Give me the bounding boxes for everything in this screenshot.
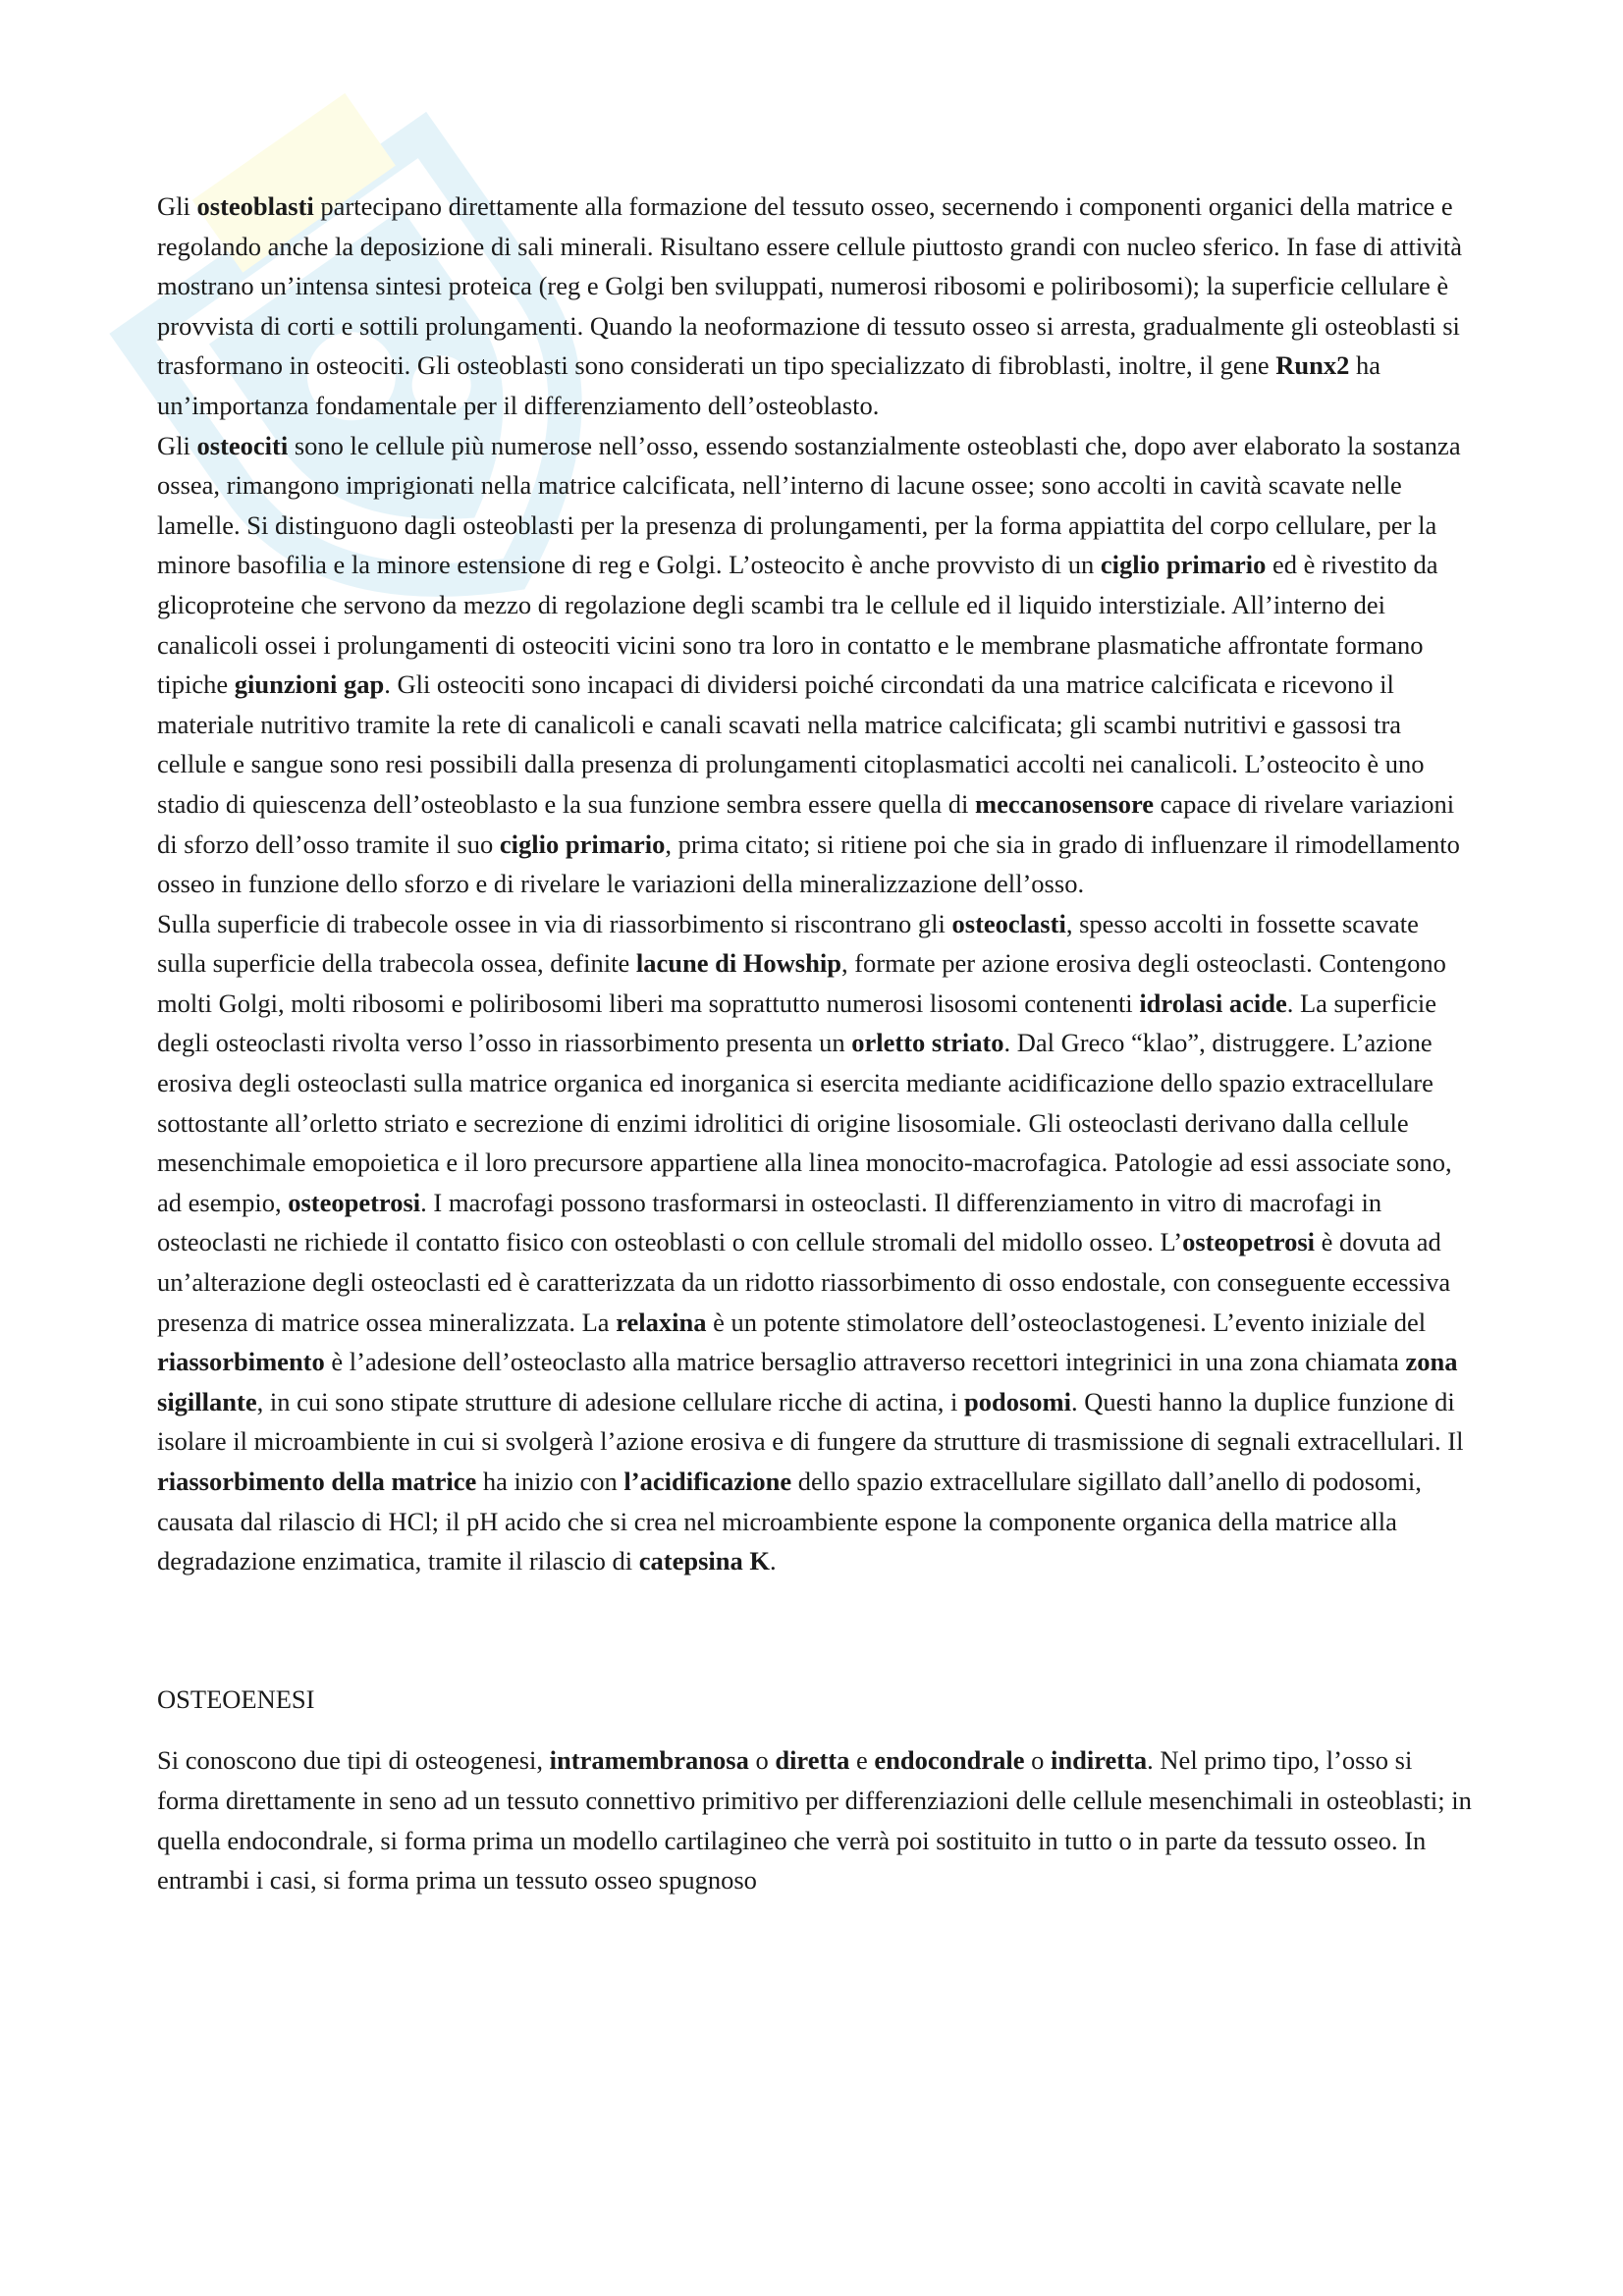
text-run: Gli xyxy=(157,191,197,221)
text-run: . La superficie degli osteoclasti rivolta verso l’osso in riassorbimento presenta un xyxy=(157,988,1437,1058)
section-heading: OSTEOENESI xyxy=(157,1683,315,1714)
text-run: , spesso accolti in fossette scavate sulla superficie della trabecola ossea, definite xyxy=(157,908,1419,979)
bold-term: idrolasi acide xyxy=(1139,988,1287,1018)
bold-term: giunzioni gap xyxy=(234,669,385,700)
text-run: Si conoscono due tipi di osteogenesi, xyxy=(157,1745,550,1776)
text-run: ed è rivestito da glicoproteine che servono da mezzo di regolazione degli scambi tra le cellule ed il liquido interstiziale. All’interno dei canalicoli ossei i prolungamenti di osteociti vicini sono tra loro in contatto e le membrane plasmatiche affrontate formano tipiche xyxy=(157,550,1438,700)
bold-term: catepsina K xyxy=(638,1546,771,1576)
document-body xyxy=(157,187,1473,1900)
bold-term: lacune di Howship xyxy=(635,948,841,979)
text-run: o xyxy=(1024,1745,1052,1776)
text-run: partecipano direttamente alla formazione del tessuto osseo, secernendo i componenti organici della matrice e regolando anche la deposizione di sali minerali. Risultano essere cellule piuttosto grandi con nucleo sferico. In fase di attività mostrano un’intensa sintesi proteica (reg e Golgi ben sviluppati, numerosi ribosomi e poliribosomi); la superficie cellulare è provvista di corti e sottili prolungamenti. Quando la neoformazione di tessuto osseo si arresta, gradualmente gli osteoblasti si trasformano in osteociti. Gli osteoblasti sono considerati un tipo specializzato di fibroblasti, inoltre, il gene xyxy=(157,191,1462,381)
text-run: . xyxy=(770,1546,777,1576)
text-run: Gli xyxy=(157,430,197,460)
bold-term: diretta xyxy=(775,1745,850,1776)
bold-term: zona sigillante xyxy=(157,1347,1458,1416)
bold-term: meccanosensore xyxy=(975,788,1155,819)
text-run: . Dal Greco “klao”, distruggere. L’azione erosiva degli osteoclasti sulla matrice organica ed inorganica si esercita mediante acidificazione dello spazio extracellulare sottostante all’orletto striato e secrezione di enzimi idrolitici di origine lisosomiale. Gli osteoclasti derivano dalla cellule mesenchimale emopoietica e il loro precursore appartiene alla linea monocito-macrofagica. Patologie ad essi associate sono, ad esempio, xyxy=(157,1028,1452,1217)
bold-term: osteopetrosi xyxy=(288,1187,421,1217)
bold-term: podosomi xyxy=(964,1386,1071,1416)
bold-term: relaxina xyxy=(616,1307,707,1337)
bold-term: osteoclasti xyxy=(951,908,1066,938)
text-run: . Gli osteociti sono incapaci di dividersi poiché circondati da una matrice calcificata e ricevono il materiale nutritivo tramite la rete di canalicoli e canali scavati nella matrice calcificata; gli scambi nutritivi e gassosi tra cellule e sangue sono resi possibili dalla presenza di prolungamenti citoplasmatici accolti nei canalicoli. L’osteocito è uno stadio di quiescenza dell’osteoblasto e la sua funzione sembra essere quella di xyxy=(157,669,1425,819)
bold-term: indiretta xyxy=(1051,1745,1148,1776)
text-run: è l’adesione dell’osteoclasto alla matrice bersaglio attraverso recettori integrinici in una zona chiamata xyxy=(324,1347,1406,1377)
text-run: sono le cellule più numerose nell’osso, essendo sostanzialmente osteoblasti che, dopo aver elaborato la sostanza ossea, rimangono imprigionati nella matrice calcificata, nell’interno di lacune ossee; sono accolti in cavità scavate nelle lamelle. Si distinguono dagli osteoblasti per la presenza di prolungamenti, per la forma appiattita del corpo cellulare, per la minore basofilia e la minore estensione di reg e Golgi. L’osteocito è anche provvisto di un xyxy=(157,430,1461,580)
text-run: . I macrofagi possono trasformarsi in osteoclasti. Il differenziamento in vitro di macrofagi in osteoclasti ne richiede il contatto fisico con osteoblasti o con cellule stromali del midollo osseo. L’ xyxy=(157,1187,1382,1257)
text-run: Sulla superficie di trabecole ossee in via di riassorbimento si riscontrano gli xyxy=(157,908,952,938)
text-run: dello spazio extracellulare sigillato dall’anello di podosomi, causata dal rilascio di HCl; il pH acido che si crea nel microambiente espone la componente organica della matrice alla degradazione enzimatica, tramite il rilascio di xyxy=(157,1467,1422,1576)
bold-term: osteoblasti xyxy=(196,191,314,221)
text-run: . Nel primo tipo, l’osso si forma direttamente in seno ad un tessuto connettivo primitivo per differenziazioni delle cellule mesenchimali in osteoblasti; in quella endocondrale, si forma prima un modello cartilagineo che verrà poi sostituito in tutto o in parte da tessuto osseo. In entrambi i casi, si forma prima un tessuto osseo spugnoso xyxy=(157,1745,1472,1896)
text-run: , prima citato; si ritiene poi che sia in grado di influenzare il rimodellamento osseo in funzione dello sforzo e di rivelare le variazioni della mineralizzazione dell’osso. xyxy=(157,828,1460,899)
text-run: , formate per azione erosiva degli osteoclasti. Contengono molti Golgi, molti ribosomi e poliribosomi liberi ma soprattutto numerosi lisosomi contenenti xyxy=(157,948,1446,1018)
text-run: , in cui sono stipate strutture di adesione cellulare ricche di actina, i xyxy=(256,1386,964,1416)
text-run: è un potente stimolatore dell’osteoclastogenesi. L’evento iniziale del xyxy=(706,1307,1427,1337)
paragraph-osteogenesi xyxy=(157,1740,1473,1899)
bold-term: osteopetrosi xyxy=(1182,1227,1315,1257)
bold-term: intramembranosa xyxy=(549,1745,749,1776)
text-run: capace di rivelare variazioni di sforzo dell’osso tramite il suo xyxy=(157,788,1455,859)
bold-term: ciglio primario xyxy=(1100,550,1267,580)
bold-term: Runx2 xyxy=(1275,350,1350,381)
text-run: e xyxy=(849,1745,875,1776)
bold-term: ciglio primario xyxy=(499,828,666,859)
paragraph-osteociti xyxy=(157,426,1473,904)
bold-term: l’acidificazione xyxy=(623,1467,792,1496)
text-run: ha inizio con xyxy=(476,1467,624,1496)
paragraph-osteoclasti xyxy=(157,904,1473,1581)
bold-term: osteociti xyxy=(196,430,289,460)
paragraph-osteoblasti xyxy=(157,187,1473,426)
bold-term: orletto striato xyxy=(851,1028,1004,1058)
text-run: o xyxy=(748,1745,776,1776)
bold-term: riassorbimento xyxy=(157,1347,325,1377)
bold-term: endocondrale xyxy=(874,1745,1025,1776)
bold-term: riassorbimento della matrice xyxy=(157,1467,477,1496)
text-run: ha un’importanza fondamentale per il differenziamento dell’osteoblasto. xyxy=(157,350,1381,420)
text-run: è dovuta ad un’alterazione degli osteoclasti ed è caratterizzata da un ridotto riassorbimento di osso endostale, con conseguente eccessiva presenza di matrice ossea mineralizzata. La xyxy=(157,1227,1451,1337)
text-run: . Questi hanno la duplice funzione di isolare il microambiente in cui si svolgerà l’azione erosiva e di fungere da strutture di trasmissione di segnali extracellulari. Il xyxy=(157,1386,1464,1457)
